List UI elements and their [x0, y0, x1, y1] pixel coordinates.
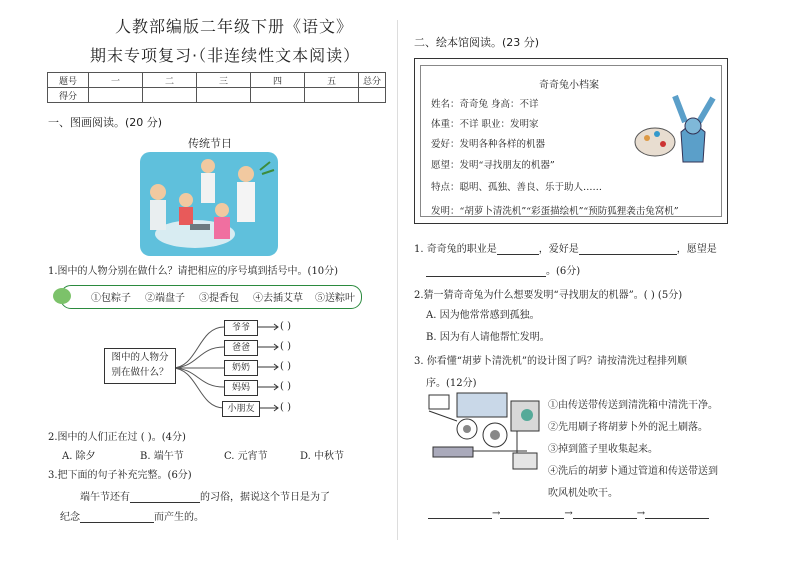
- order-blank[interactable]: [645, 518, 709, 519]
- q3-text: 端午节还有: [80, 492, 130, 503]
- score-input-cell[interactable]: [305, 88, 359, 103]
- q1-text: 。(6分): [546, 266, 581, 277]
- profile-inner: [420, 65, 722, 217]
- score-cell: 一: [89, 73, 143, 88]
- answer-paren[interactable]: ( ): [280, 341, 291, 352]
- person-child: 小朋友: [222, 401, 260, 417]
- festival-illustration: [140, 152, 278, 256]
- profile-card: [414, 58, 728, 224]
- fill-blank[interactable]: [579, 254, 677, 255]
- fill-blank[interactable]: [426, 276, 546, 277]
- s2-question-3: 3. 你看懂“胡萝卜清洗机”的设计图了吗？请按清洗过程排列顺: [414, 356, 687, 367]
- step-1: ①由传送带传送到清洗箱中清洗干净。: [548, 400, 718, 411]
- step-4: ④洗后的胡萝卜通过管道和传送带送到: [548, 466, 718, 477]
- order-blank[interactable]: [428, 518, 492, 519]
- s2-question-1: [414, 240, 717, 255]
- answer-arrows: [256, 320, 282, 420]
- arrow: →: [492, 508, 501, 519]
- profile-row: 体重：不详 职业：发明家: [431, 119, 539, 130]
- option-item: ①包粽子: [91, 293, 131, 304]
- score-input-cell[interactable]: [251, 88, 305, 103]
- picture-caption: 传统节日: [188, 137, 232, 150]
- profile-row: 愿望：发明“寻找朋友的机器”: [431, 160, 555, 171]
- option-item: ②端盘子: [145, 293, 185, 304]
- answer-paren[interactable]: ( ): [280, 321, 291, 332]
- score-input-cell[interactable]: [359, 88, 386, 103]
- order-answer-row: [428, 508, 709, 519]
- page-title: 人教部编版二年级下册《语文》: [115, 17, 354, 36]
- page-divider: [397, 20, 398, 540]
- person-grandpa: 爷爷: [224, 320, 258, 336]
- fill-blank[interactable]: [497, 254, 539, 255]
- q3-text: 而产生的。: [154, 512, 204, 523]
- person-dad: 爸爸: [224, 340, 258, 356]
- choice-c[interactable]: C. 元宵节: [224, 451, 268, 462]
- score-table: [47, 72, 386, 103]
- profile-row: 爱好：发明各种各样的机器: [431, 139, 546, 150]
- order-blank[interactable]: [500, 518, 564, 519]
- score-input-cell[interactable]: [143, 88, 197, 103]
- profile-title: 奇奇兔小档案: [539, 80, 599, 91]
- score-cell: 二: [143, 73, 197, 88]
- section2-heading: 二、绘本馆阅读。(23 分): [414, 36, 540, 49]
- step-4-cont: 吹风机处吹干。: [548, 488, 618, 499]
- answer-paren[interactable]: ( ): [280, 402, 291, 413]
- s1-question-1: 1.图中的人物分别在做什么？请把相应的序号填到括号中。(10分): [48, 266, 339, 277]
- s1-question-2: 2.图中的人们正在过 ( )。(4分): [48, 432, 186, 443]
- score-cell: 五: [305, 73, 359, 88]
- arrow: →: [564, 508, 573, 519]
- score-input-cell[interactable]: [197, 88, 251, 103]
- s2-question-1-cont: [426, 262, 580, 277]
- option-item: ④去插艾草: [253, 293, 303, 304]
- mindmap-center: 图中的人物分别在做什么？: [104, 348, 176, 384]
- profile-row: 特点：聪明、孤独、善良、乐于助人……: [431, 182, 603, 193]
- s2-question-2: 2.猜一猜奇奇兔为什么想要发明“寻找朋友的机器”。( ) (5分): [414, 290, 683, 301]
- q3-line1: [80, 488, 330, 503]
- score-cell: 总分: [359, 73, 386, 88]
- arrow: →: [636, 508, 646, 519]
- leaf-icon: [53, 288, 71, 304]
- rabbit-painter-icon: [633, 92, 723, 168]
- person-mom: 妈妈: [224, 380, 258, 396]
- connector-lines: [168, 318, 228, 418]
- answer-paren[interactable]: ( ): [280, 361, 291, 372]
- options-box: [60, 285, 362, 309]
- page-subtitle: 期末专项复习·（非连续性文本阅读）: [90, 46, 361, 65]
- q3-line2: [60, 508, 204, 523]
- q1-text: ，愿望是: [676, 244, 717, 255]
- score-input-cell[interactable]: [89, 88, 143, 103]
- carrot-washer-diagram-icon: [427, 391, 542, 473]
- score-cell: 四: [251, 73, 305, 88]
- profile-row: 姓名：奇奇兔 身高：不详: [431, 99, 539, 110]
- option-item: ③提香包: [199, 293, 239, 304]
- step-3: ③掉到篮子里收集起来。: [548, 444, 658, 455]
- answer-paren[interactable]: ( ): [280, 381, 291, 392]
- s1-question-3: 3.把下面的句子补充完整。(6分): [48, 470, 192, 481]
- score-cell: 三: [197, 73, 251, 88]
- choice-b[interactable]: B. 端午节: [140, 451, 184, 462]
- s2-choice-a[interactable]: A. 因为他常常感到孤独。: [426, 310, 540, 321]
- option-item: ⑤送粽叶: [315, 293, 355, 304]
- score-cell: 题号: [48, 73, 89, 88]
- choice-d[interactable]: D. 中秋节: [300, 451, 345, 462]
- festival-scene-icon: [140, 152, 278, 256]
- s2-choice-b[interactable]: B. 因为有人请他帮忙发明。: [426, 332, 550, 343]
- choice-a[interactable]: A. 除夕: [62, 451, 96, 462]
- section1-heading: 一、图画阅读。(20 分): [48, 116, 163, 129]
- s2-question-3-cont: 序。(12分): [426, 378, 477, 389]
- q3-text: 纪念: [60, 512, 80, 523]
- step-2: ②先用刷子将胡萝卜外的泥土刷落。: [548, 422, 708, 433]
- fill-blank[interactable]: [130, 502, 200, 503]
- person-grandma: 奶奶: [224, 360, 258, 376]
- score-cell: 得分: [48, 88, 89, 103]
- order-blank[interactable]: [573, 518, 637, 519]
- profile-row: 发明：“胡萝卜清洗机”“彩蛋描绘机”“预防狐狸袭击兔窝机”: [431, 206, 679, 217]
- fill-blank[interactable]: [80, 522, 154, 523]
- q3-text: 的习俗，据说这个节日是为了: [200, 492, 330, 503]
- q1-text: 1. 奇奇兔的职业是: [414, 244, 497, 255]
- q1-text: ，爱好是: [538, 244, 579, 255]
